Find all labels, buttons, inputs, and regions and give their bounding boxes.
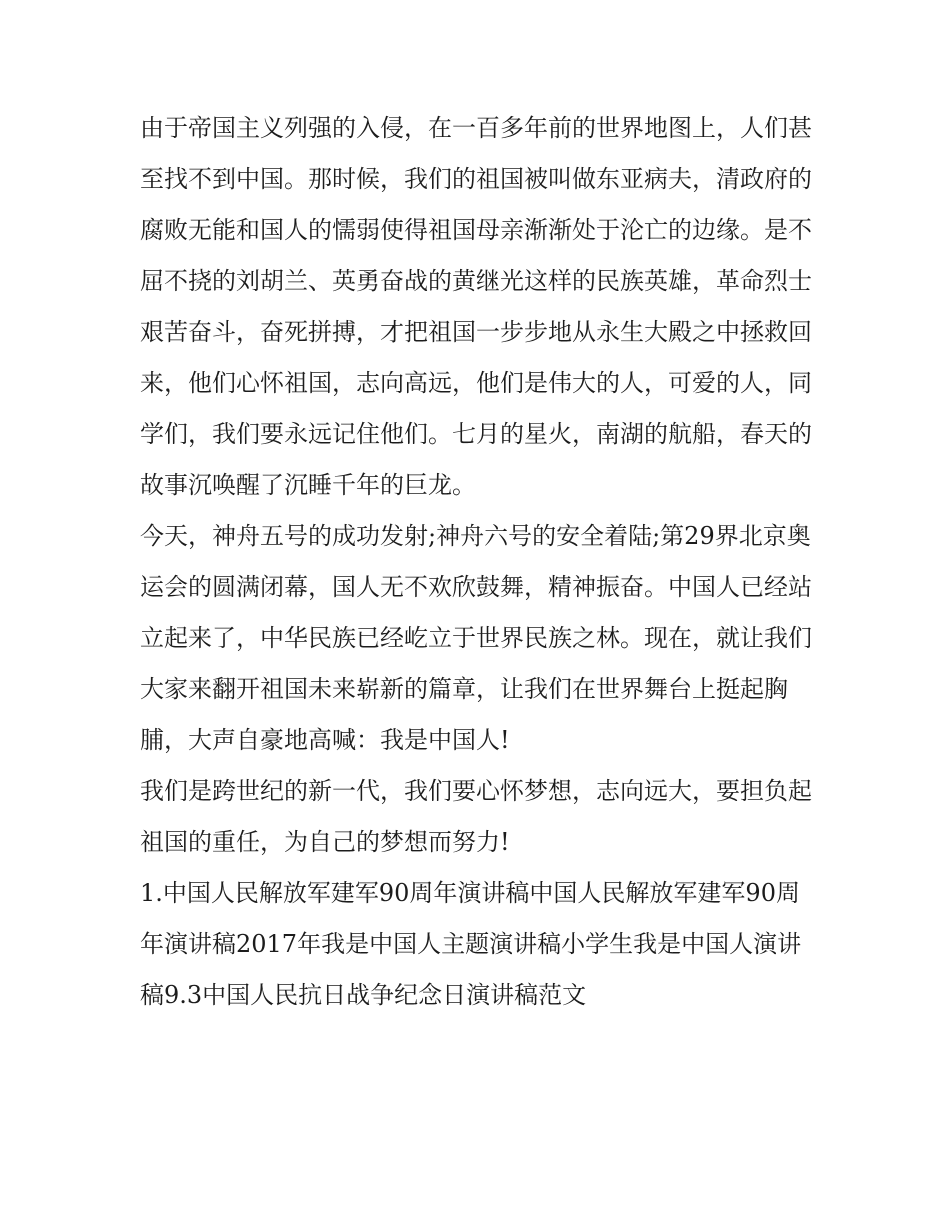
- document-body: [140, 103, 820, 1021]
- paragraph-history: 由于帝国主义列强的入侵，在一百多年前的世界地图上，人们甚至找不到中国。那时候，我们的祖国被叫做东亚病夫，清政府的腐败无能和国人的懦弱使得祖国母亲渐渐处于沦亡的边缘。是不屈不挠的刘胡兰、英勇奋战的黄继光这样的民族英雄，革命烈士艰苦奋斗，奋死拼搏，才把祖国一步步地从永生大殿之中拯救回来，他们心怀祖国，志向高远，他们是伟大的人，可爱的人，同学们，我们要永远记住他们。七月的星火，南湖的航船，春天的故事沉唤醒了沉睡千年的巨龙。: [140, 114, 812, 499]
- paragraph-related-links: 1.中国人民解放军建军90周年演讲稿中国人民解放军建军90周年演讲稿2017年我是中国人主题演讲稿小学生我是中国人演讲稿9.3中国人民抗日战争纪念日演讲稿范文: [140, 879, 802, 1009]
- paragraph-new-generation: 我们是跨世纪的新一代，我们要心怀梦想，志向远大，要担负起祖国的重任，为自己的梦想而努力!: [140, 777, 812, 856]
- paragraph-achievements: 今天，神舟五号的成功发射;神舟六号的安全着陆;第29界北京奥运会的圆满闭幕，国人无不欢欣鼓舞，精神振奋。中国人已经站立起来了，中华民族已经屹立于世界民族之林。现在，就让我们大家来翻开祖国未来崭新的篇章，让我们在世界舞台上挺起胸脯，大声自豪地高喊：我是中国人!: [140, 522, 812, 754]
